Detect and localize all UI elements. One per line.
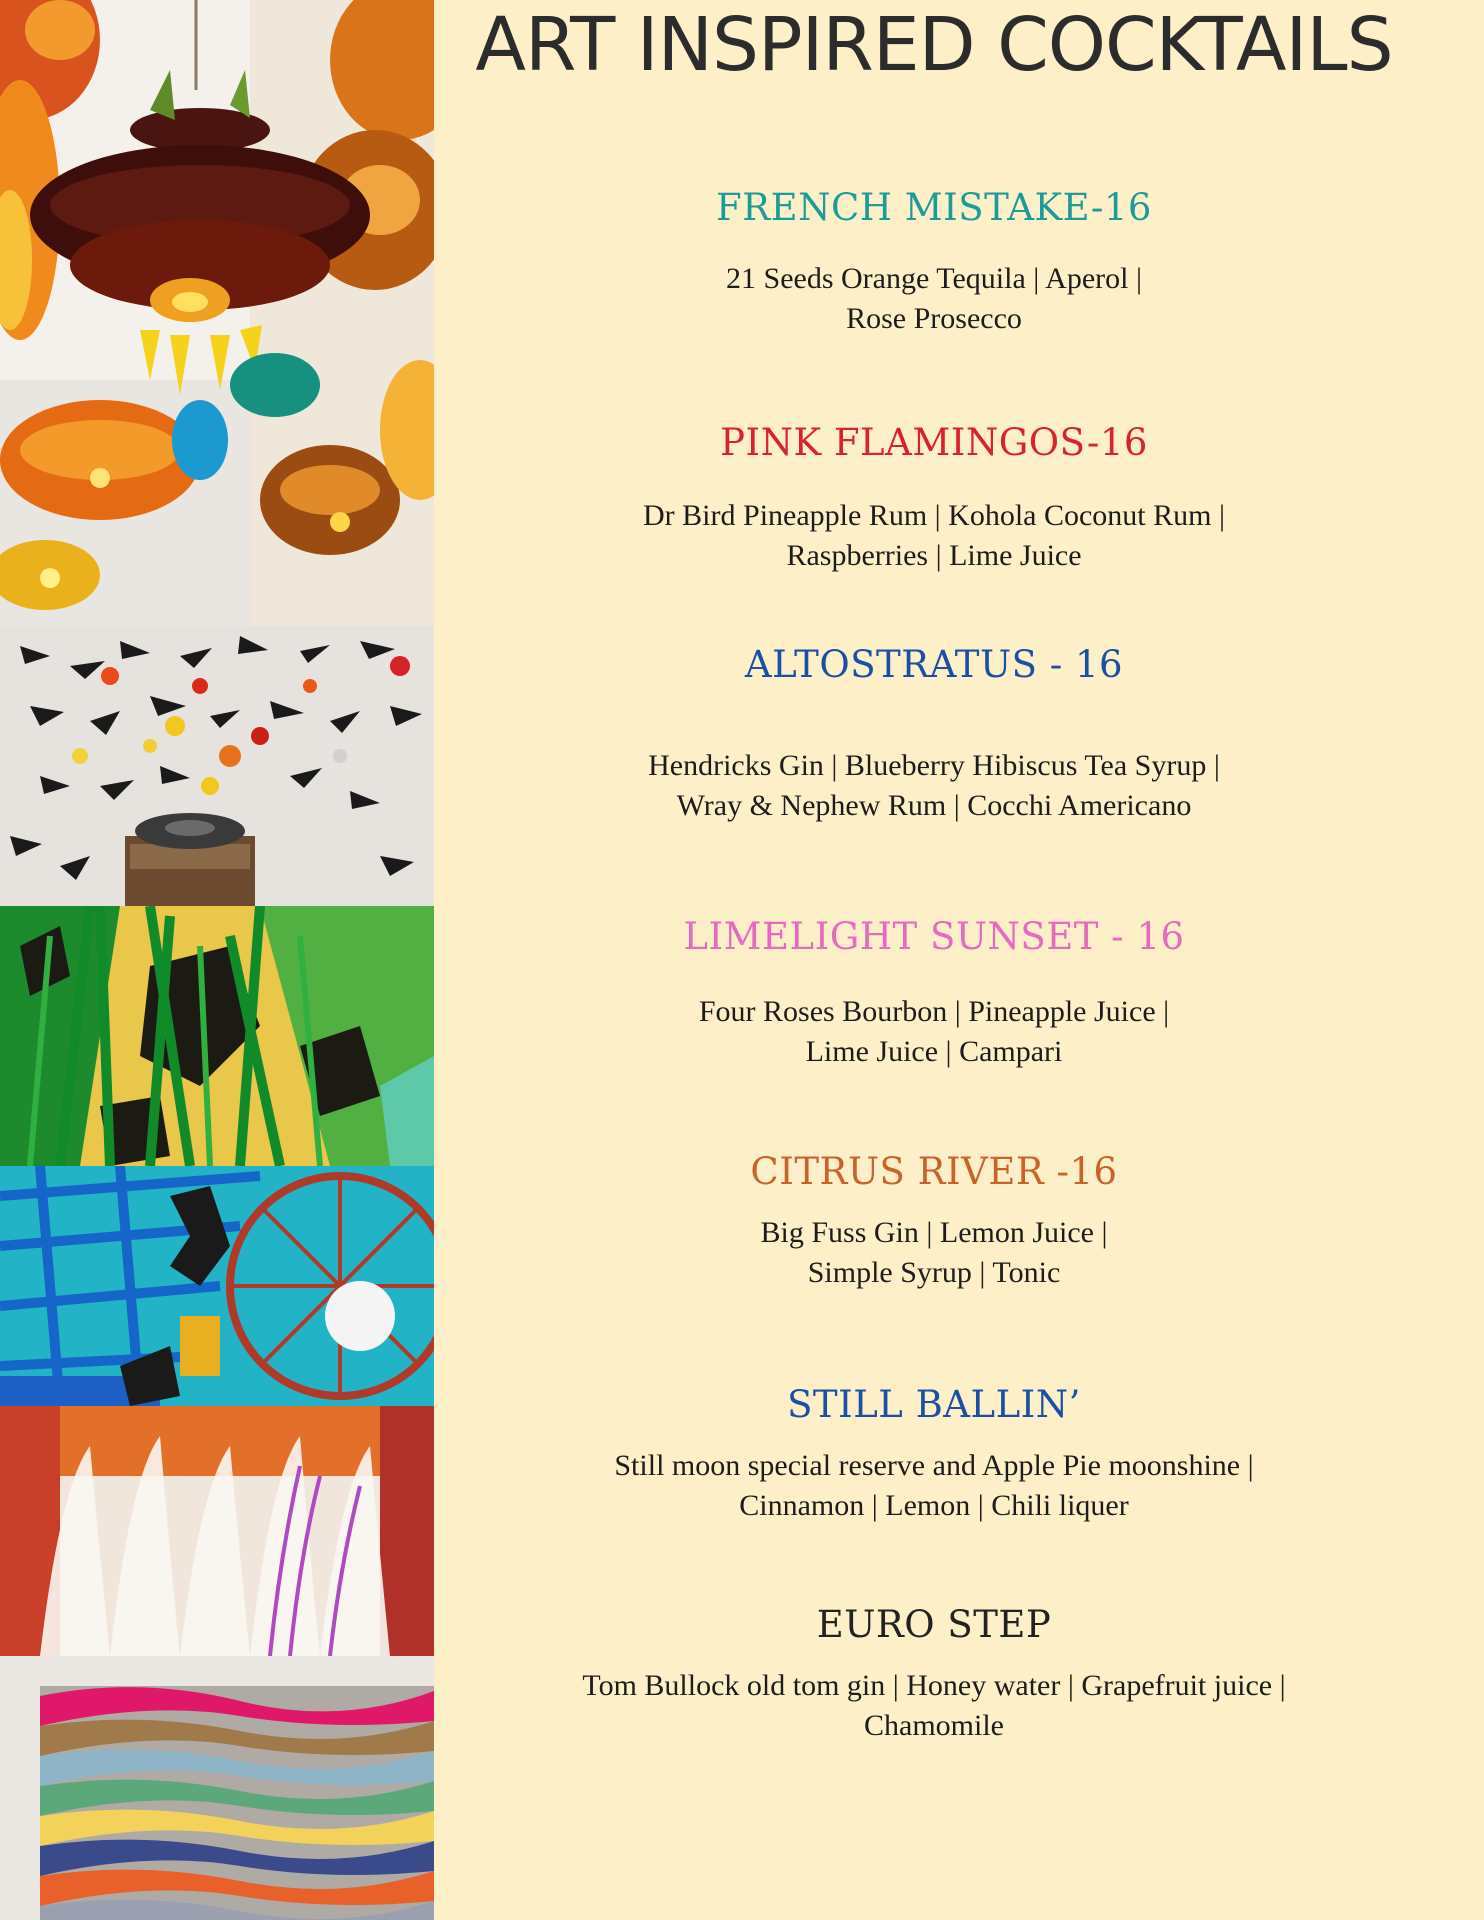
cocktail-name: LIMELIGHT SUNSET - 16 (683, 915, 1185, 958)
cocktail-ingredients (434, 1446, 1434, 1526)
ingredients-line: Dr Bird Pineapple Rum | Kohola Coconut Rum | (643, 498, 1225, 532)
glass-lanterns-photo (0, 0, 434, 626)
cocktail-item-still-ballin (434, 1385, 1434, 1526)
cocktail-item-citrus-river (434, 1152, 1434, 1293)
cocktail-item-euro-step (434, 1605, 1434, 1746)
ingredients-line: Wray & Nephew Rum | Cocchi Americano (676, 788, 1192, 822)
cocktail-menu (434, 0, 1484, 1920)
cocktail-name: CITRUS RIVER -16 (750, 1150, 1118, 1193)
cocktail-name: STILL BALLIN’ (787, 1383, 1081, 1426)
ingredients-line: Cinnamon | Lemon | Chili liquer (739, 1488, 1129, 1522)
ingredients-line: Lime Juice | Campari (805, 1034, 1063, 1068)
foliage-painting-photo (0, 906, 434, 1166)
cocktail-item-altostratus (434, 645, 1434, 826)
art-photo-column (0, 0, 434, 1920)
menu-title: ART INSPIRED COCKTAILS (475, 2, 1393, 88)
cocktail-item-pink-flamingos (434, 423, 1434, 576)
cocktail-ingredients (434, 992, 1434, 1072)
ingredients-line: Rose Prosecco (846, 301, 1022, 335)
ingredients-line: Hendricks Gin | Blueberry Hibiscus Tea Syrup | (648, 748, 1220, 782)
cocktail-ingredients (434, 1666, 1434, 1746)
textile-relief-photo (0, 1656, 434, 1920)
ingredients-line: Four Roses Bourbon | Pineapple Juice | (698, 994, 1170, 1028)
cocktail-item-limelight-sunset (434, 917, 1434, 1072)
cocktail-name: FRENCH MISTAKE-16 (716, 186, 1152, 229)
ingredients-line: 21 Seeds Orange Tequila | Aperol | (726, 261, 1142, 295)
ingredients-line: Raspberries | Lime Juice (786, 538, 1082, 572)
cocktail-ingredients (434, 496, 1434, 576)
cocktail-ingredients (434, 1213, 1434, 1293)
paper-birds-photo (0, 626, 434, 906)
cocktail-item-french-mistake (434, 188, 1434, 339)
cocktail-name: PINK FLAMINGOS-16 (720, 421, 1148, 464)
ingredients-line: Simple Syrup | Tonic (807, 1255, 1061, 1289)
cocktail-name: ALTOSTRATUS - 16 (744, 643, 1124, 686)
ingredients-line: Still moon special reserve and Apple Pie moonshine | (614, 1448, 1254, 1482)
ingredients-line: Chamomile (864, 1708, 1004, 1742)
ferris-wheel-mural-photo (0, 1166, 434, 1406)
cocktail-ingredients (434, 259, 1434, 339)
ingredients-line: Big Fuss Gin | Lemon Juice | (760, 1215, 1108, 1249)
cocktail-ingredients (434, 746, 1434, 826)
strand-installation-photo (0, 1406, 434, 1656)
cocktail-name: EURO STEP (816, 1603, 1052, 1646)
ingredients-line: Tom Bullock old tom gin | Honey water | Grapefruit juice | (582, 1668, 1286, 1702)
